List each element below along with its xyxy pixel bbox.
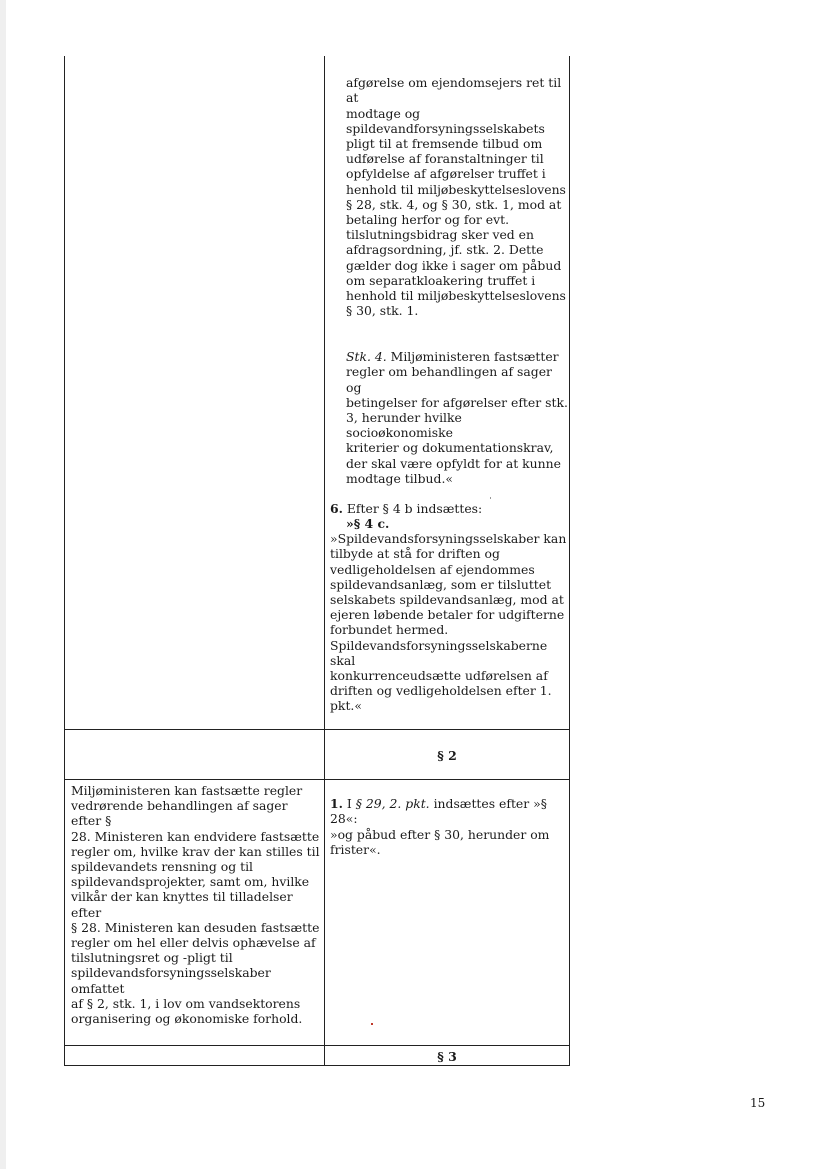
section-2-amendment [330,781,568,857]
stk4-label: Stk. 4. [346,349,387,365]
amendment-1-number: 1. [330,796,343,812]
table-left-border [64,56,65,1066]
table-right-border [569,56,570,1066]
amendment-1-reference: § 29, 2. pkt. [355,796,430,812]
table-bottom-border [64,1065,570,1066]
item-6-heading-text: »§ 4 c. [346,516,390,532]
row-divider-section-3 [64,1045,570,1046]
row-divider-section-2 [64,729,570,730]
scan-mark [371,1023,373,1025]
item-6-body: »Spildevandsforsyningsselskaber kan tilbyde at stå for driften og vedligeholdelsen af ejendommes spildevandsanlæg, som er tilsluttet selskabets spildevandsanlæg, mod at ejeren løbende betaler for udgifterne forbundet hermed. Spildevandsforsyningsselskaberne skal konkurrenceudsætte udførelsen af driften og vedligeholdelsen efter 1. pkt.« [330,531,567,714]
stk4-text: Miljøministeren fastsætter regler om behandlingen af sager og betingelser for afgørelser efter stk. 3, herunder hvilke socioøkonomiske kriterier og dokumentationskrav, der skal være opfyldt for at kunne modtage tilbud.« [346,349,568,486]
scan-speck [490,497,491,499]
current-law-text: Miljøministeren kan fastsætte regler vedrørende behandlingen af sager efter § 28. Ministeren kan endvidere fastsætte regler om, hvilke krav der kan stilles til spildevandets rensning og til spildevandsprojekter, samt om, hvilke vilkår der kan knyttes til tilladelser efter § 28. Ministeren kan desuden fastsætte regler om hel eller delvis ophævelse af tilslutningsret og -pligt til spildevandsforsyningsselskaber omfattet af § 2, stk. 1, i lov om vandsektorens organisering og økonomiske forhold. [71,783,320,1027]
amendment-1-text: indsættes efter »§ 28«: »og påbud efter § 30, herunder om frister«. [330,796,550,857]
table-middle-divider [324,56,325,1066]
page-edge [0,0,6,1169]
section-3-heading: § 3 [437,1049,457,1064]
section-2-heading: § 2 [437,748,457,763]
item-6-number: 6. [330,501,343,517]
item-6-new-section-text [330,516,568,714]
row-divider-section-2-body [64,779,570,780]
item-6-intro: Efter § 4 b indsættes: [342,501,483,517]
stk4-paragraph [346,334,568,486]
page-number: 15 [750,1096,766,1110]
stk3-continued-text: afgørelse om ejendomsejers ret til at modtage og spildevandforsyningsselskabets pligt til at fremsende tilbud om udførelse af foranstaltninger til opfyldelse af afgørelser truffet i henhold til miljøbeskyttelseslovens § 28, stk. 4, og § 30, stk. 1, mod at betaling herfor og for evt. tilslutningsbidrag sker ved en afdragsordning, jf. stk. 2. Dette gælder dog ikke i sager om påbud om separatkloakering truffet i henhold til miljøbeskyttelseslovens § 30, stk. 1. [346,75,566,319]
amendment-1-pre: I [342,796,356,812]
provision-continuation [346,60,568,318]
